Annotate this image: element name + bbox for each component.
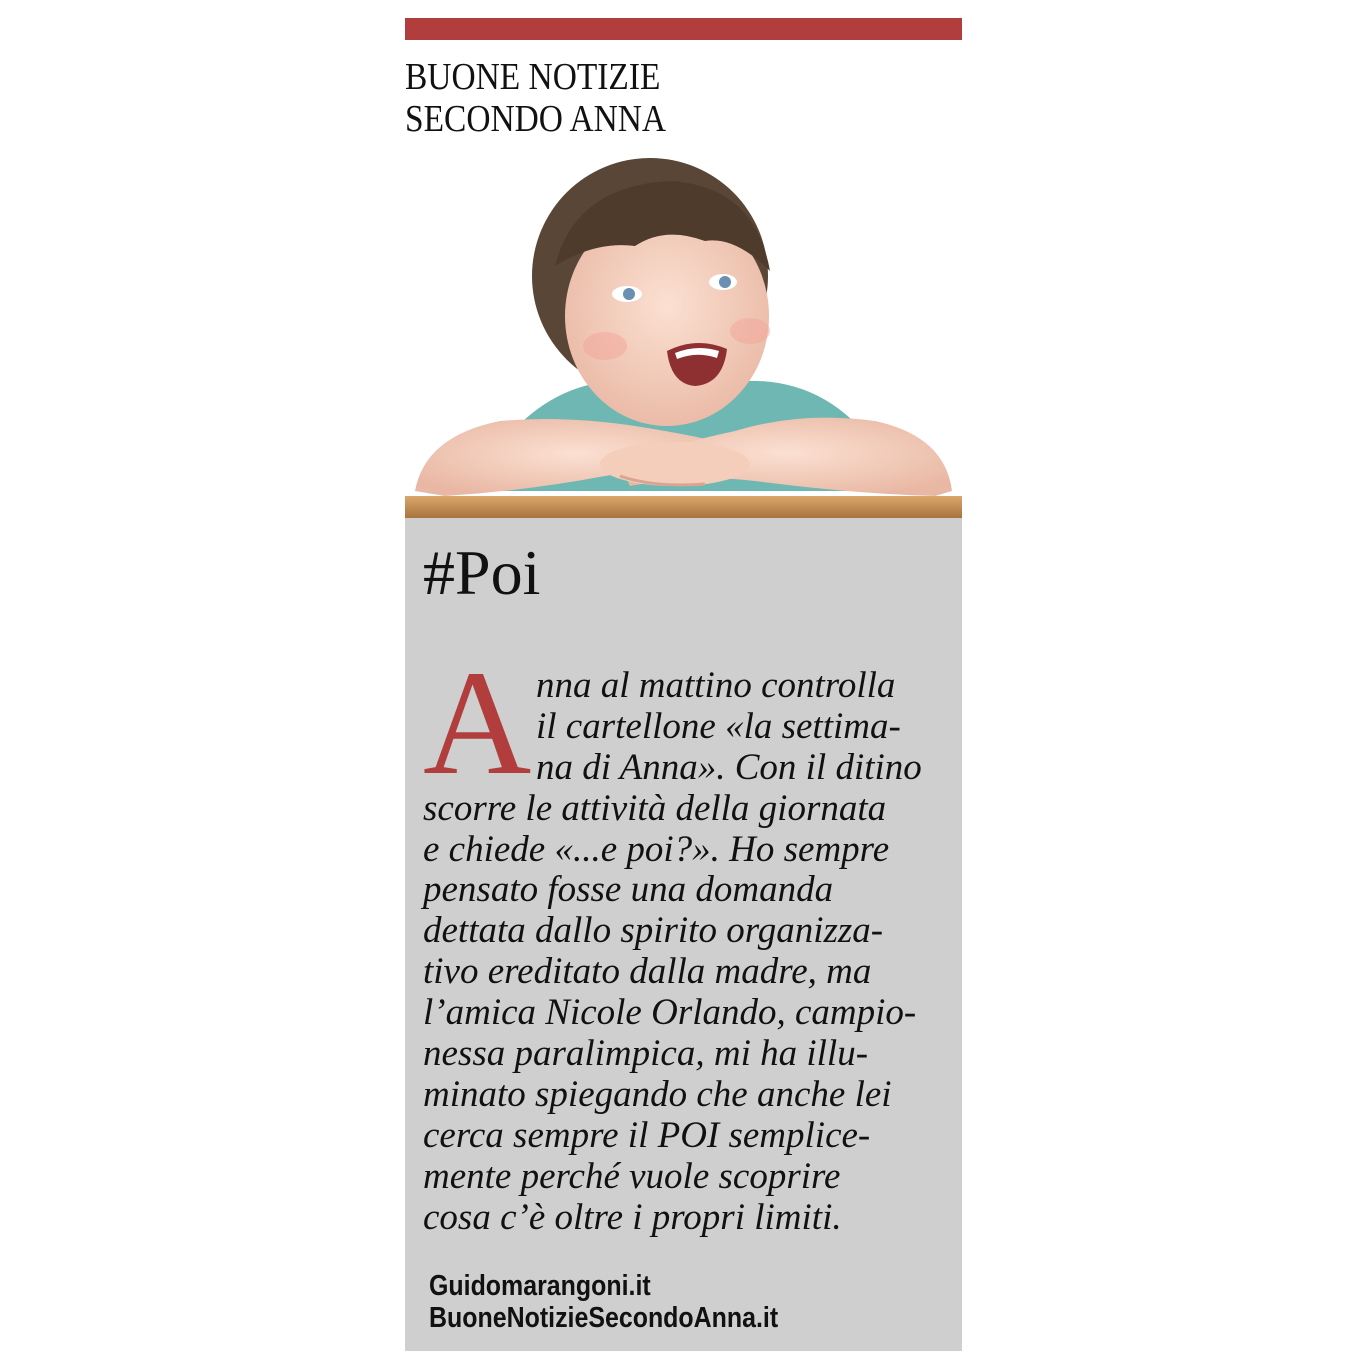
article-line: nessa paralimpica, mi ha illu- [423, 1033, 869, 1075]
article-line: na di Anna». Con il ditino [536, 746, 922, 788]
top-accent-bar [405, 18, 962, 40]
child-photo [405, 146, 962, 518]
website-link-buonenotizie[interactable]: BuoneNotizieSecondoAnna.it [429, 1302, 779, 1334]
news-column [405, 18, 962, 1351]
article-panel [405, 518, 962, 1351]
article-line: pensato fosse una domanda [423, 869, 834, 911]
author-links [429, 1270, 778, 1334]
article-line: il cartellone «la settima- [536, 705, 901, 747]
kicker-line-1: BUONE NOTIZIE [405, 56, 661, 98]
website-link-guidomarangoni[interactable]: Guidomarangoni.it [429, 1270, 651, 1302]
headline: #Poi [423, 537, 541, 608]
column-kicker [405, 56, 895, 140]
article-line: cerca sempre il POI semplice- [423, 1114, 871, 1156]
article-line: tivo ereditato dalla madre, ma [423, 951, 872, 993]
article-line: dettata dallo spirito organizza- [423, 910, 884, 952]
article-line: e chiede «...e poi?». Ho sempre [423, 828, 890, 870]
article-body [423, 640, 963, 1238]
article-line: l’amica Nicole Orlando, campio- [423, 992, 917, 1034]
article-line: scorre le attività della giornata [423, 787, 887, 829]
article-line: cosa c’è oltre i propri limiti. [423, 1196, 842, 1238]
article-line: nna al mattino controlla [536, 665, 896, 706]
kicker-line-2: SECONDO ANNA [405, 98, 667, 140]
article-line: mente perché vuole scoprire [423, 1155, 841, 1197]
drop-cap: A [423, 640, 532, 806]
article-line: minato spiegando che anche lei [423, 1073, 892, 1115]
